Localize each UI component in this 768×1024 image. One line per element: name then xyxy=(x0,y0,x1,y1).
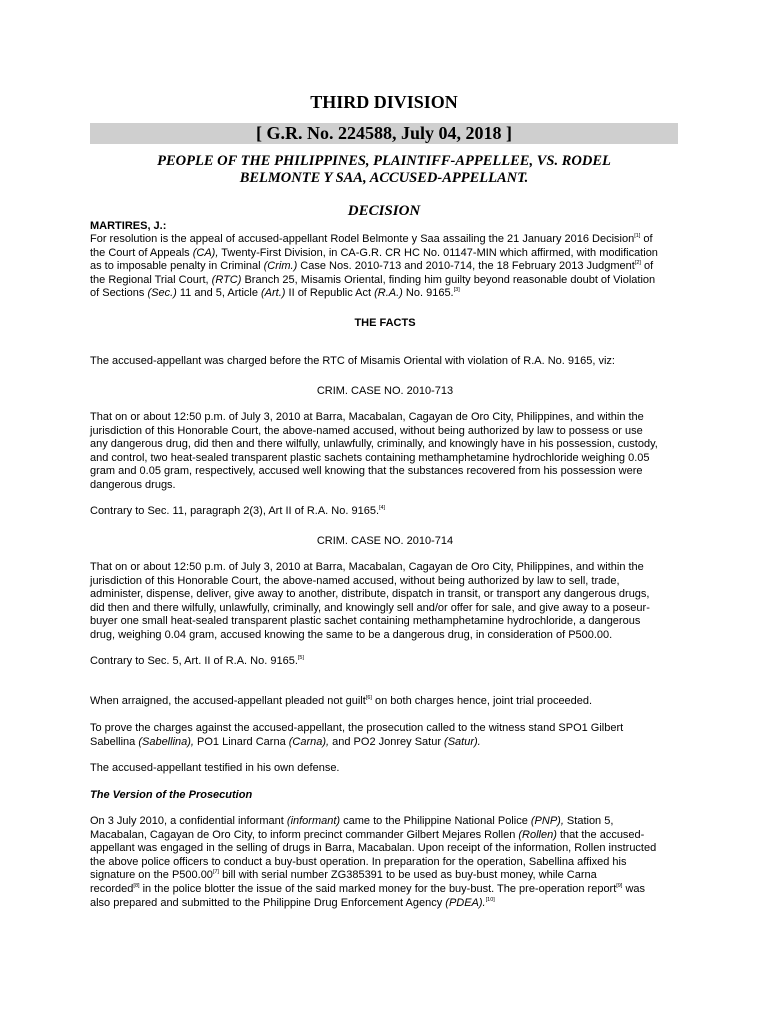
arraignment-paragraph: When arraigned, the accused-appellant pleaded not guilt[6] on both charges hence, joint trial proceeded. xyxy=(90,695,593,707)
case-2-information: That on or about 12:50 p.m. of July 3, 2010 at Barra, Macabalan, Cagayan de Oro City, Philippines, and within the jurisdiction of this Honorable Court, the above-named accused, without being authorized by law to sell, trade, administer, dispense, deliver, give away to another, distribute, dispatch in transit, or transport any dangerous drugs, did then and there wilfully, unlawfully, criminally, and knowingly sell and/or offer for sale, and give away to a poseur- buyer one small heat-sealed transparent plastic sachet containing methamphetamine hydrochloride, a dangerous drug, weighing 0.04 gram, accused knowing the same to be a dangerous drug, in consideration of P500.00. xyxy=(90,561,650,641)
case-1-information: That on or about 12:50 p.m. of July 3, 2010 at Barra, Macabalan, Cagayan de Oro City, Philippines, and within the jurisdiction of this Honorable Court, the above-named accused, without being authorized by law to possess or use any dangerous drug, did then and there wilfully, unlawfully, criminally, and knowingly have in his possession, custody, and control, two heat-sealed transparent plastic sachets containing methamphetamine hydrochloride weighing 0.05 gram and 0.05 gram, respectively, accused well knowing that the substances recovered from his possession were dangerous drugs. xyxy=(90,411,658,491)
case-1-contrary: Contrary to Sec. 11, paragraph 2(3), Art II of R.A. No. 9165.[4] xyxy=(90,505,386,517)
footnote-6-link[interactable]: [6] xyxy=(365,695,372,701)
footnote-5-link[interactable]: [5] xyxy=(297,655,304,661)
case-2-title: CRIM. CASE NO. 2010-714 xyxy=(316,535,454,547)
division-heading: THIRD DIVISION xyxy=(310,92,458,112)
footnote-9-link[interactable]: [9] xyxy=(616,882,623,889)
footnote-7-link[interactable]: [7] xyxy=(212,869,220,876)
footnote-3-link[interactable]: [3] xyxy=(453,287,460,294)
prosecution-version-heading: The Version of the Prosecution xyxy=(90,789,253,801)
ponente: MARTIRES, J.: xyxy=(90,220,167,232)
parties-line-1: PEOPLE OF THE PHILIPPINES, PLAINTIFF-APPELLEE, VS. RODEL xyxy=(157,153,611,169)
intro-paragraph: For resolution is the appeal of accused-appellant Rodel Belmonte y Saa assailing the 21 January 2016 Decision[1] of the Court of Appeals (CA), Twenty-First Division, in CA-G.R. CR HC No. 01147-MIN which affirmed, with modification as to imposable penalty in Criminal (Crim.) Case Nos. 2010-713 and 2010-714, the 18 February 2013 Judgment[2] of the Regional Trial Court, (RTC) Branch 25, Misamis Oriental, finding him guilty beyond reasonable doubt of Violation of Sections (Sec.) 11 and 5, Article (Art.) II of Republic Act (R.A.) No. 9165.[3] xyxy=(90,233,658,300)
witnesses-paragraph: To prove the charges against the accused-appellant, the prosecution called to the witness stand SPO1 Gilbert Sabellina (Sabellina), PO1 Linard Carna (Carna), and PO2 Jonrey Satur (Satur). xyxy=(90,722,624,748)
case-parties xyxy=(100,153,668,187)
footnote-4-link[interactable]: [4] xyxy=(379,505,386,511)
defense-paragraph: The accused-appellant testified in his own defense. xyxy=(90,762,340,774)
case-2-contrary: Contrary to Sec. 5, Art. II of R.A. No. 9165.[5] xyxy=(90,655,304,667)
charged-paragraph: The accused-appellant was charged before the RTC of Misamis Oriental with violation of R.A. No. 9165, viz: xyxy=(90,355,615,367)
parties-line-2: BELMONTE Y SAA, ACCUSED-APPELLANT. xyxy=(239,170,529,186)
decision-heading: DECISION xyxy=(347,203,421,219)
case-number-bar: [ G.R. No. 224588, July 04, 2018 ] xyxy=(90,123,678,144)
footnote-1-link[interactable]: [1] xyxy=(634,233,641,239)
facts-heading: THE FACTS xyxy=(354,317,416,329)
case-1-title: CRIM. CASE NO. 2010-713 xyxy=(316,385,454,397)
footnote-2-link[interactable]: [2] xyxy=(634,260,641,267)
footnote-10-link[interactable]: [10] xyxy=(485,896,495,903)
footnote-8-link[interactable]: [8] xyxy=(133,882,140,889)
prosecution-version-paragraph: On 3 July 2010, a confidential informant (informant) came to the Philippine National Police (PNP), Station 5, Macabalan, Cagayan de Oro City, to inform precinct commander Gilbert Mejares Rollen (Rollen) that the accused- appellant was engaged in the selling of drugs in Barra, Macabalan. Upon receipt of the information, Rollen instructed the above police officers to conduct a buy-bust operation. In preparation for the operation, Sabellina affixed his signature on the P500.00[7] bill with serial number ZG385391 to be used as buy-bust money, while Carna recorded[8] in the police blotter the issue of the said marked money for the buy-bust. The pre-operation report[9] was also prepared and submitted to the Philippine Drug Enforcement Agency (PDEA).[10] xyxy=(90,815,657,909)
